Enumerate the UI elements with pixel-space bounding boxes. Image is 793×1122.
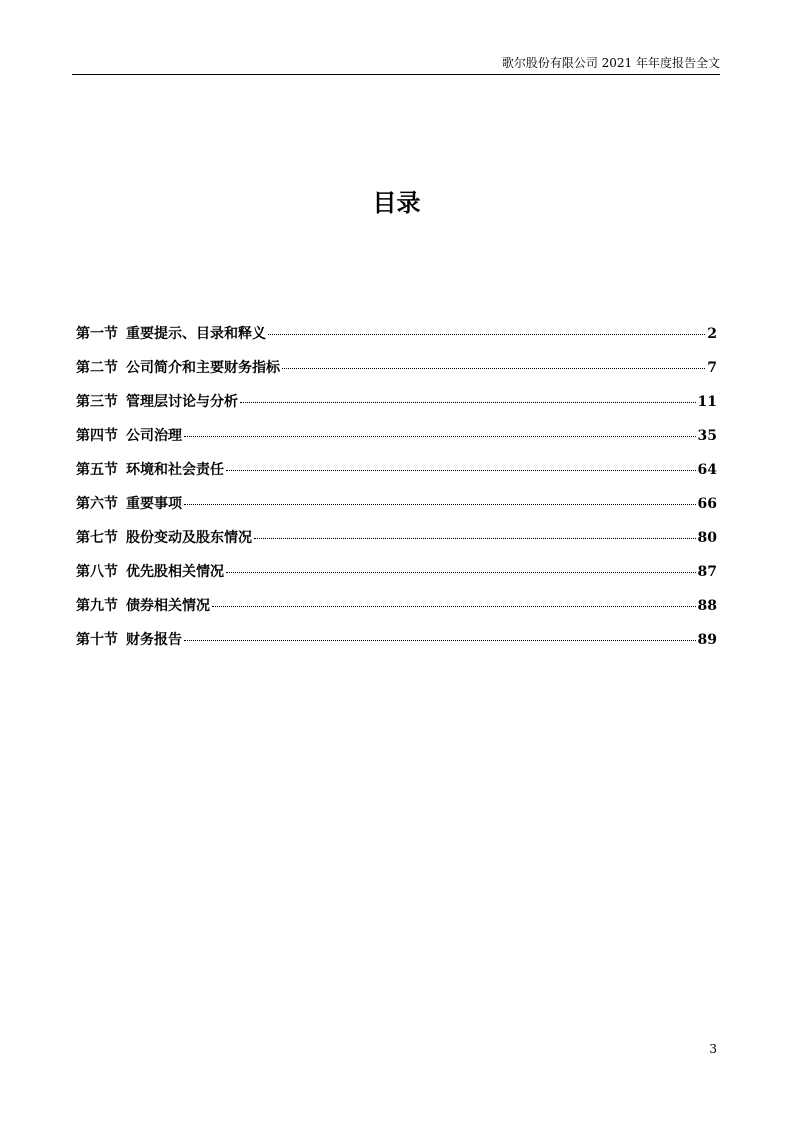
toc-page-number: 11 (697, 394, 717, 410)
toc-page-number: 66 (697, 496, 717, 512)
toc-section-name: 重要事项 (126, 496, 182, 512)
toc-leader-dots (184, 640, 696, 641)
toc-section-number: 第二节 (76, 360, 118, 376)
toc-entry[interactable] (76, 324, 717, 358)
toc-section-number: 第九节 (76, 598, 118, 614)
toc-leader-dots (254, 538, 696, 539)
toc-page-number: 80 (697, 530, 717, 546)
toc-page-number: 2 (707, 326, 717, 342)
toc-section-name: 公司简介和主要财务指标 (126, 360, 280, 376)
toc-leader-dots (226, 572, 696, 573)
toc-page-number: 64 (697, 462, 717, 478)
toc-section-number: 第七节 (76, 530, 118, 546)
table-of-contents (76, 324, 717, 664)
toc-leader-dots (268, 334, 705, 335)
toc-section-number: 第八节 (76, 564, 118, 580)
toc-section-number: 第六节 (76, 496, 118, 512)
toc-section-name: 股份变动及股东情况 (126, 530, 252, 546)
toc-entry[interactable] (76, 460, 717, 494)
toc-entry[interactable] (76, 426, 717, 460)
toc-leader-dots (240, 402, 696, 403)
toc-section-number: 第五节 (76, 462, 118, 478)
toc-leader-dots (184, 436, 696, 437)
toc-leader-dots (184, 504, 696, 505)
toc-page-number: 35 (697, 428, 717, 444)
toc-page-number: 89 (697, 632, 717, 648)
toc-entry[interactable] (76, 562, 717, 596)
toc-section-number: 第三节 (76, 394, 118, 410)
header-text: 歌尔股份有限公司 2021 年年度报告全文 (501, 56, 720, 70)
toc-section-number: 第一节 (76, 326, 118, 342)
toc-section-name: 债券相关情况 (126, 598, 210, 614)
toc-page-number: 7 (707, 360, 717, 376)
toc-section-number: 第四节 (76, 428, 118, 444)
toc-section-name: 公司治理 (126, 428, 182, 444)
toc-entry[interactable] (76, 596, 717, 630)
toc-section-name: 管理层讨论与分析 (126, 394, 238, 410)
toc-entry[interactable] (76, 630, 717, 664)
toc-entry[interactable] (76, 358, 717, 392)
toc-section-name: 环境和社会责任 (126, 462, 224, 478)
toc-section-name: 财务报告 (126, 632, 182, 648)
page-number: 3 (709, 1042, 717, 1056)
toc-section-name: 优先股相关情况 (126, 564, 224, 580)
toc-page-number: 88 (697, 598, 717, 614)
toc-section-number: 第十节 (76, 632, 118, 648)
toc-section-name: 重要提示、目录和释义 (126, 326, 266, 342)
toc-leader-dots (226, 470, 696, 471)
toc-entry[interactable] (76, 528, 717, 562)
toc-leader-dots (282, 368, 705, 369)
toc-entry[interactable] (76, 392, 717, 426)
page-title: 目录 (372, 189, 421, 217)
toc-entry[interactable] (76, 494, 717, 528)
page-header (72, 52, 720, 75)
toc-page-number: 87 (697, 564, 717, 580)
toc-leader-dots (212, 606, 696, 607)
